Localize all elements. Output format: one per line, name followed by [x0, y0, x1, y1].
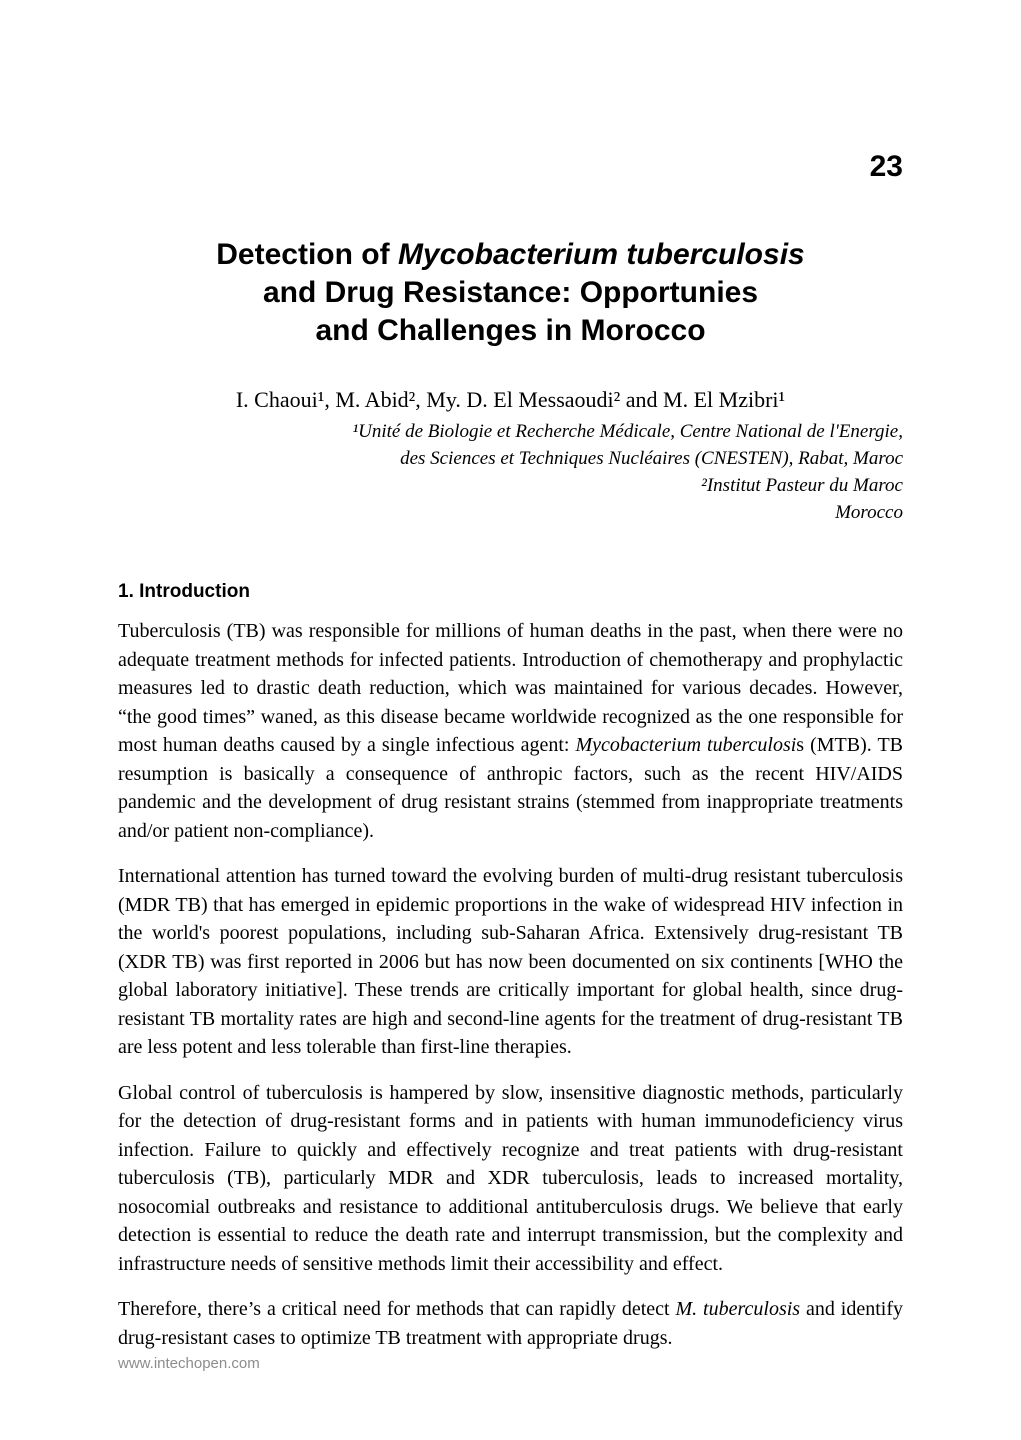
affiliation-line: des Sciences et Techniques Nucléaires (CNESTEN), Rabat, Maroc	[400, 448, 903, 469]
title-line-1-pre: Detection of	[216, 238, 398, 271]
footer-url: www.intechopen.com	[118, 1355, 260, 1372]
affiliation-line: ²Institut Pasteur du Maroc	[701, 475, 903, 496]
body-paragraph: Therefore, there’s a critical need for methods that can rapidly detect M. tuberculosis and identify drug-resistant cases to optimize TB treatment with appropriate drugs.	[118, 1298, 903, 1349]
affiliation-line: Morocco	[835, 502, 903, 523]
chapter-number: 23	[869, 150, 903, 183]
paper-title	[118, 236, 903, 350]
affiliation-line: ¹Unité de Biologie et Recherche Médicale, Centre National de l'Energie,	[352, 421, 903, 442]
section-heading-introduction: 1. Introduction	[118, 581, 250, 602]
page-content	[118, 0, 903, 1369]
body-paragraph: International attention has turned toward the evolving burden of multi-drug resistant tuberculosis (MDR TB) that has emerged in epidemic proportions in the wake of widespread HIV infection in the world's poorest populations, including sub-Saharan Africa. Extensively drug-resistant TB (XDR TB) was first reported in 2006 but has now been documented on six continents [WHO the global laboratory initiative]. These trends are critically important for global health, since drug-resistant TB mortality rates are high and second-line agents for the treatment of drug-resistant TB are less potent and less tolerable than first-line therapies.	[118, 865, 903, 1058]
affiliations	[118, 418, 903, 526]
author-list: I. Chaoui¹, M. Abid², My. D. El Messaoudi² and M. El Mzibri¹	[235, 387, 786, 412]
title-line-2: and Drug Resistance: Opportunies	[262, 276, 759, 309]
title-line-1	[216, 238, 804, 271]
body-paragraph: Tuberculosis (TB) was responsible for millions of human deaths in the past, when there were no adequate treatment methods for infected patients. Introduction of chemotherapy and prophylactic measures led to drastic death reduction, which was maintained for various decades. However, “the good times” waned, as this disease became worldwide recognized as the one responsible for most human deaths caused by a single infectious agent: Mycobacterium tuberculosis (MTB). TB resumption is basically a consequence of anthropic factors, such as the recent HIV/AIDS pandemic and the development of drug resistant strains (stemmed from inappropriate treatments and/or patient non-compliance).	[118, 620, 903, 842]
title-line-3: and Challenges in Morocco	[315, 314, 706, 347]
title-line-1-italic: Mycobacterium tuberculosis	[397, 238, 805, 271]
body-paragraph: Global control of tuberculosis is hampered by slow, insensitive diagnostic methods, particularly for the detection of drug-resistant forms and in patients with human immunodeficiency virus infection. Failure to quickly and effectively recognize and treat patients with drug-resistant tuberculosis (TB), particularly MDR and XDR tuberculosis, leads to increased mortality, nosocomial outbreaks and resistance to additional antituberculosis drugs. We believe that early detection is essential to reduce the death rate and interrupt transmission, but the complexity and infrastructure needs of sensitive methods limit their accessibility and effect.	[118, 1081, 903, 1275]
